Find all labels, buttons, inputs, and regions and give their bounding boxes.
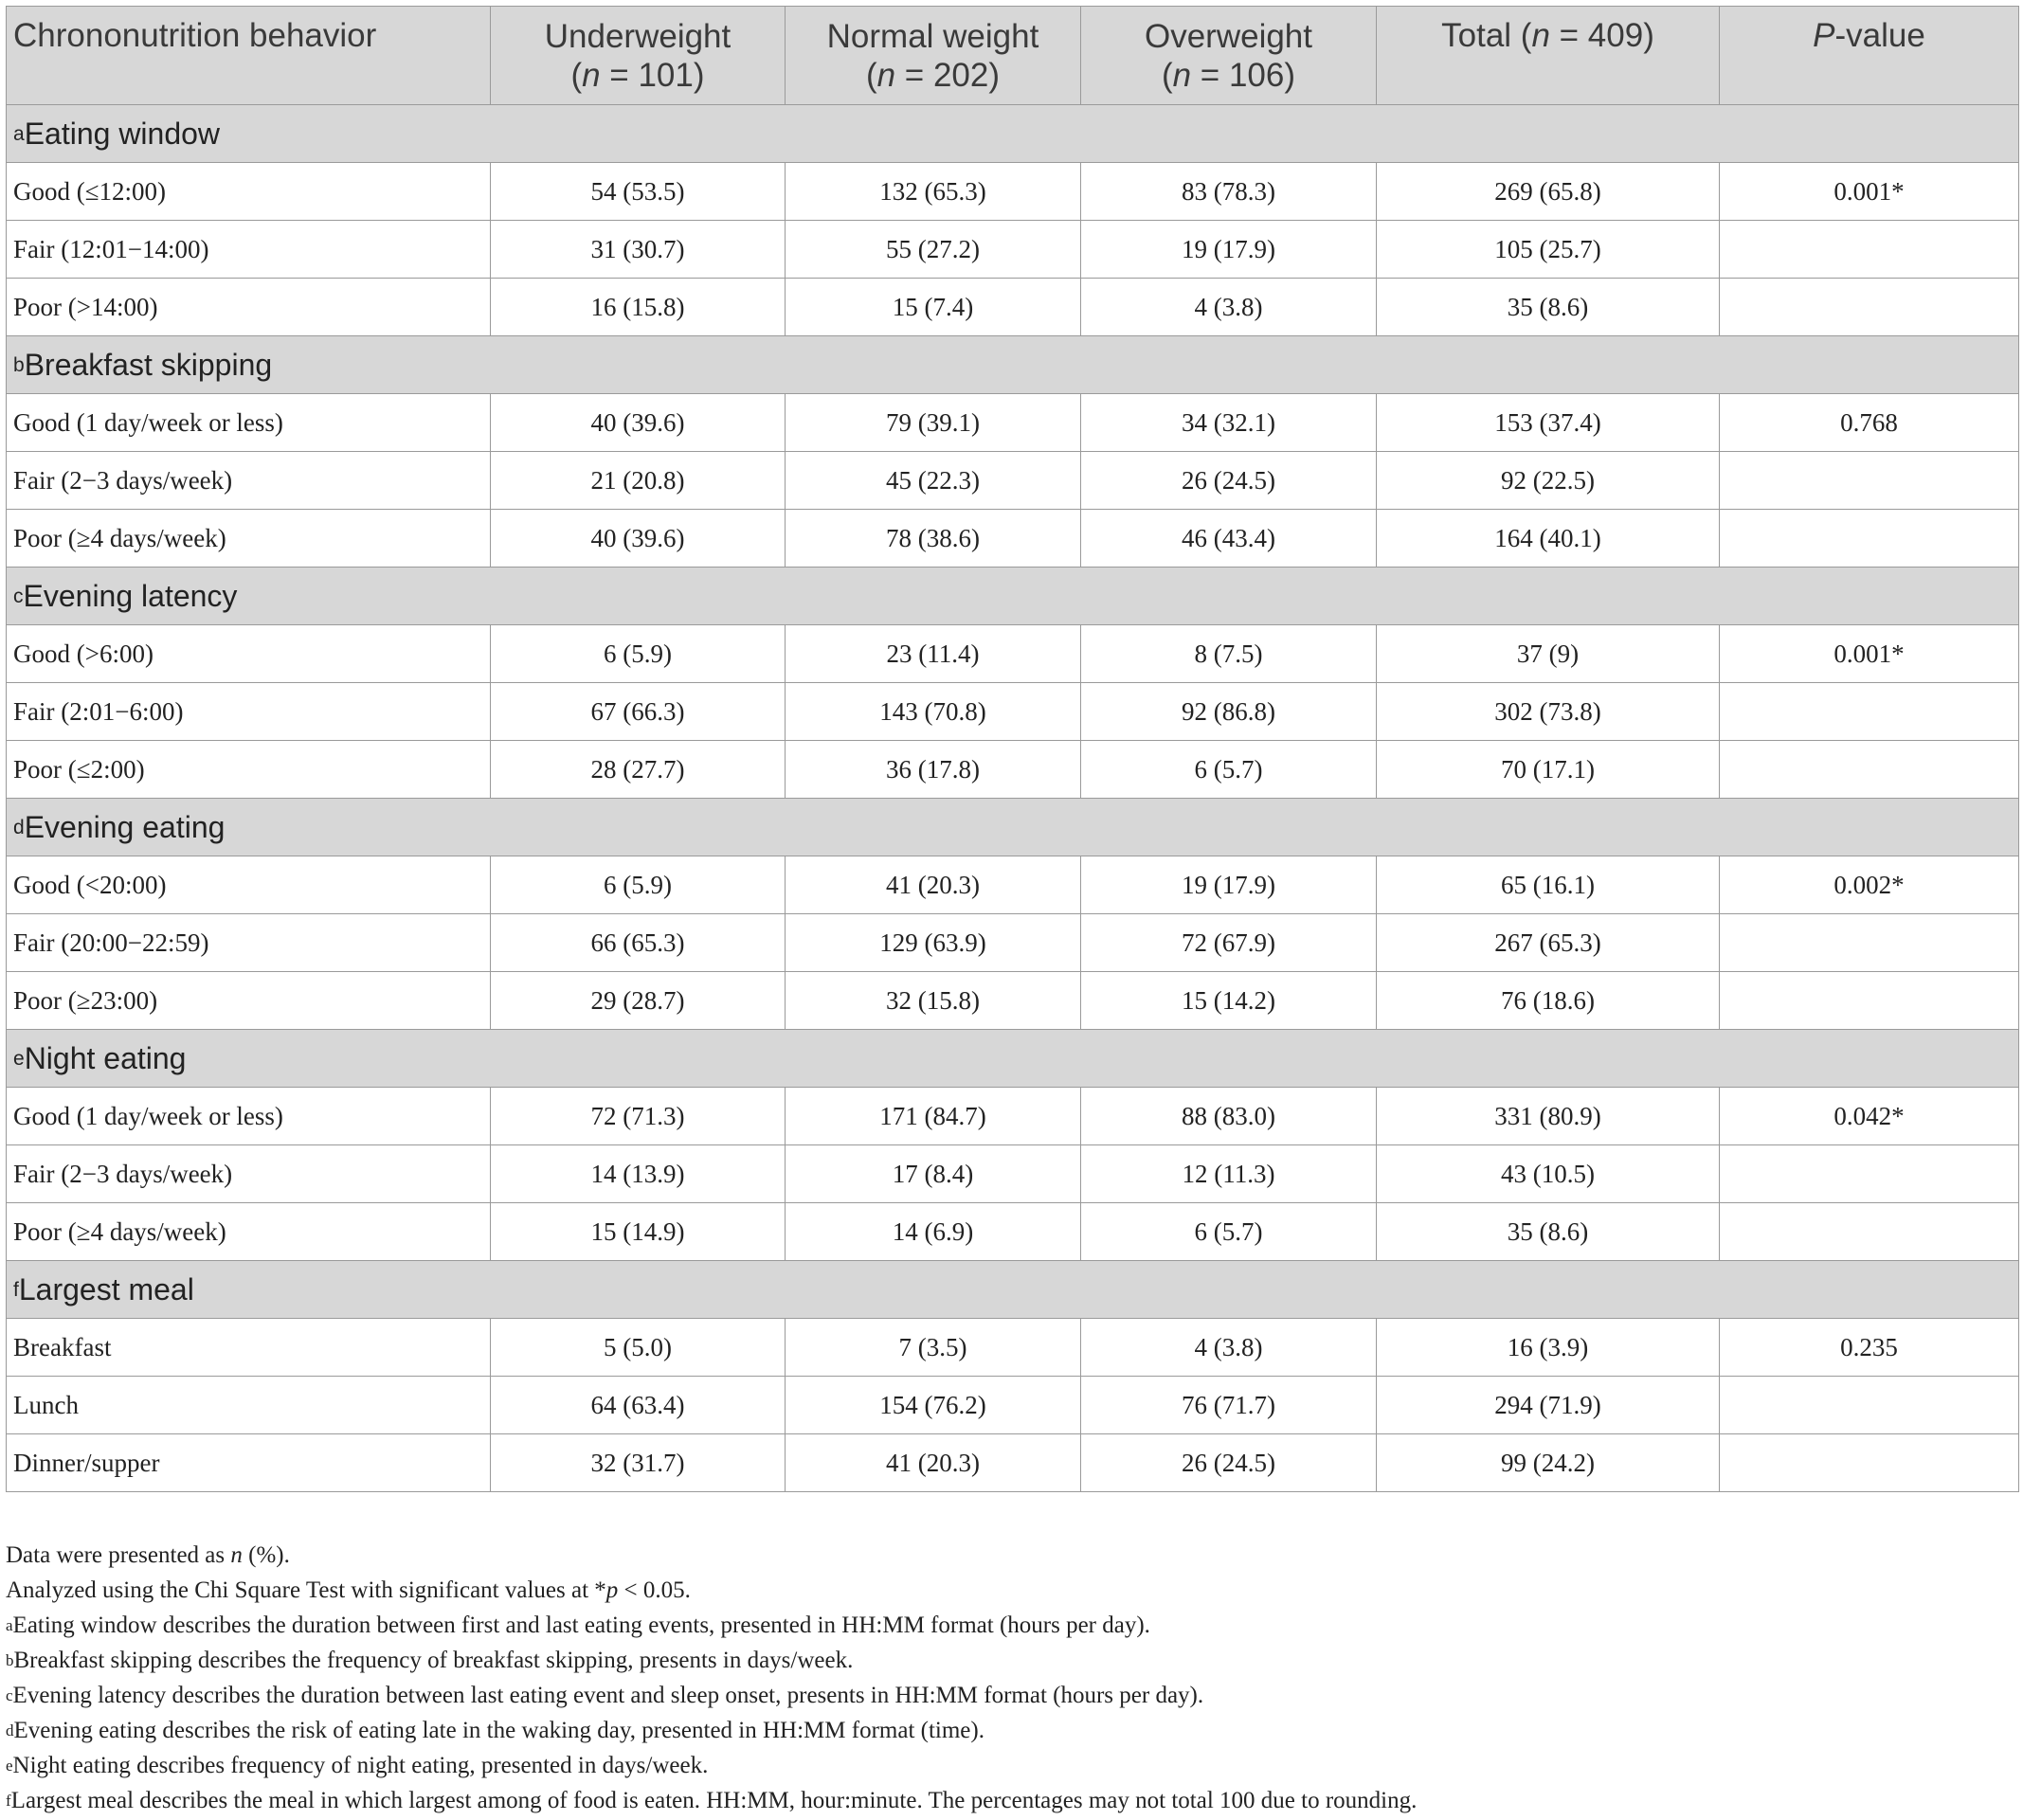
total-cell: 269 (65.8) <box>1377 163 1720 221</box>
row-label-cell: Poor (≤2:00) <box>7 741 491 799</box>
overweight-cell: 4 (3.8) <box>1081 1319 1377 1377</box>
section-footnote-marker: c <box>13 585 24 607</box>
underweight-cell: 21 (20.8) <box>491 452 786 510</box>
underweight-cell: 54 (53.5) <box>491 163 786 221</box>
underweight-cell: 72 (71.3) <box>491 1088 786 1145</box>
total-cell: 267 (65.3) <box>1377 914 1720 972</box>
note-data-presentation-prefix: Data were presented as <box>6 1542 231 1568</box>
normal-weight-cell: 154 (76.2) <box>786 1377 1081 1434</box>
section-title-text: Eating window <box>24 116 221 151</box>
underweight-cell: 5 (5.0) <box>491 1319 786 1377</box>
total-cell: 105 (25.7) <box>1377 221 1720 279</box>
overweight-cell: 6 (5.7) <box>1081 1203 1377 1261</box>
total-cell: 153 (37.4) <box>1377 394 1720 452</box>
table-row <box>7 279 2019 336</box>
table-notes <box>6 1538 2018 1818</box>
header-underweight-label: Underweight <box>544 17 732 55</box>
table-row <box>7 1377 2019 1434</box>
section-header-blank-cell <box>1081 799 1377 856</box>
section-title <box>7 1030 491 1088</box>
section-header-blank-cell <box>1720 568 2019 625</box>
normal-weight-cell: 55 (27.2) <box>786 221 1081 279</box>
header-overweight-n-symbol: n <box>1172 56 1192 94</box>
normal-weight-cell: 14 (6.9) <box>786 1203 1081 1261</box>
underweight-cell: 31 (30.7) <box>491 221 786 279</box>
overweight-cell: 12 (11.3) <box>1081 1145 1377 1203</box>
section-title <box>7 336 491 394</box>
section-header-blank-cell <box>786 799 1081 856</box>
section-title <box>7 568 491 625</box>
section-title-text: Night eating <box>24 1040 187 1075</box>
section-header-blank-cell <box>1377 105 1720 163</box>
p-value-cell: 0.235 <box>1720 1319 2019 1377</box>
normal-weight-cell: 7 (3.5) <box>786 1319 1081 1377</box>
overweight-cell: 72 (67.9) <box>1081 914 1377 972</box>
p-value-cell <box>1720 1377 2019 1434</box>
footnote-marker: a <box>6 1616 13 1634</box>
header-p-symbol: P <box>1813 17 1835 54</box>
overweight-cell: 19 (17.9) <box>1081 221 1377 279</box>
normal-weight-cell: 45 (22.3) <box>786 452 1081 510</box>
table-row <box>7 1203 2019 1261</box>
total-cell: 331 (80.9) <box>1377 1088 1720 1145</box>
note-p-symbol: p <box>605 1577 619 1603</box>
header-behavior: Chrononutrition behavior <box>7 7 491 105</box>
header-normal-weight-count: = 202) <box>895 56 1001 94</box>
table-row <box>7 741 2019 799</box>
underweight-cell: 29 (28.7) <box>491 972 786 1030</box>
footnote <box>6 1713 2018 1748</box>
p-value-cell <box>1720 1145 2019 1203</box>
section-header-blank-cell <box>786 1030 1081 1088</box>
total-cell: 92 (22.5) <box>1377 452 1720 510</box>
total-cell: 164 (40.1) <box>1377 510 1720 568</box>
footnote <box>6 1678 2018 1713</box>
overweight-cell: 76 (71.7) <box>1081 1377 1377 1434</box>
p-value-cell <box>1720 1203 2019 1261</box>
total-cell: 43 (10.5) <box>1377 1145 1720 1203</box>
table-body <box>7 105 2019 1492</box>
section-title-text: Breakfast skipping <box>24 347 273 382</box>
normal-weight-cell: 41 (20.3) <box>786 1434 1081 1492</box>
section-title <box>7 105 491 163</box>
header-total-count: = 409) <box>1549 17 1654 54</box>
footnote-marker: f <box>6 1792 11 1810</box>
table-row <box>7 163 2019 221</box>
section-header-row <box>7 568 2019 625</box>
section-header-blank-cell <box>491 336 786 394</box>
p-value-cell <box>1720 510 2019 568</box>
section-title <box>7 799 491 856</box>
underweight-cell: 15 (14.9) <box>491 1203 786 1261</box>
total-cell: 302 (73.8) <box>1377 683 1720 741</box>
table-container <box>6 6 2018 1492</box>
overweight-cell: 46 (43.4) <box>1081 510 1377 568</box>
note-statistics <box>6 1573 2018 1608</box>
section-footnote-marker: b <box>13 353 25 376</box>
total-cell: 294 (71.9) <box>1377 1377 1720 1434</box>
section-header-blank-cell <box>491 799 786 856</box>
table-row <box>7 510 2019 568</box>
row-label-cell: Good (1 day/week or less) <box>7 394 491 452</box>
underweight-cell: 14 (13.9) <box>491 1145 786 1203</box>
row-label-cell: Fair (20:00−22:59) <box>7 914 491 972</box>
normal-weight-cell: 36 (17.8) <box>786 741 1081 799</box>
total-cell: 99 (24.2) <box>1377 1434 1720 1492</box>
chrononutrition-table <box>6 6 2019 1492</box>
table-row <box>7 1088 2019 1145</box>
total-cell: 35 (8.6) <box>1377 279 1720 336</box>
p-value-cell <box>1720 972 2019 1030</box>
total-cell: 76 (18.6) <box>1377 972 1720 1030</box>
section-header-blank-cell <box>786 336 1081 394</box>
section-header-blank-cell <box>1720 799 2019 856</box>
row-label-cell: Poor (≥23:00) <box>7 972 491 1030</box>
p-value-cell <box>1720 221 2019 279</box>
underweight-cell: 28 (27.7) <box>491 741 786 799</box>
header-normal-weight-n-symbol: n <box>876 56 896 94</box>
footnote-text: Largest meal describes the meal in which largest among of food is eaten. HH:MM, hour:minute. The percentages may not total 100 due to rounding. <box>10 1788 1418 1813</box>
section-header-blank-cell <box>1377 568 1720 625</box>
row-label-cell: Good (1 day/week or less) <box>7 1088 491 1145</box>
section-header-row <box>7 1261 2019 1319</box>
p-value-cell <box>1720 741 2019 799</box>
section-header-blank-cell <box>1081 336 1377 394</box>
normal-weight-cell: 23 (11.4) <box>786 625 1081 683</box>
p-value-cell <box>1720 683 2019 741</box>
overweight-cell: 34 (32.1) <box>1081 394 1377 452</box>
table-header <box>7 7 2019 105</box>
p-value-cell <box>1720 1434 2019 1492</box>
normal-weight-cell: 129 (63.9) <box>786 914 1081 972</box>
section-header-blank-cell <box>491 568 786 625</box>
row-label-cell: Breakfast <box>7 1319 491 1377</box>
footnote <box>6 1608 2018 1643</box>
header-p-value <box>1720 7 2019 105</box>
row-label-cell: Fair (12:01−14:00) <box>7 221 491 279</box>
section-title-text: Largest meal <box>18 1271 194 1306</box>
footnote-text: Breakfast skipping describes the frequency of breakfast skipping, presents in days/week. <box>13 1648 854 1673</box>
table-row <box>7 914 2019 972</box>
overweight-cell: 19 (17.9) <box>1081 856 1377 914</box>
table-row <box>7 683 2019 741</box>
section-header-blank-cell <box>1720 105 2019 163</box>
normal-weight-cell: 41 (20.3) <box>786 856 1081 914</box>
row-label-cell: Dinner/supper <box>7 1434 491 1492</box>
header-normal-weight-label: Normal weight <box>826 17 1039 55</box>
table-row <box>7 625 2019 683</box>
overweight-cell: 6 (5.7) <box>1081 741 1377 799</box>
header-overweight-count: = 106) <box>1191 56 1296 94</box>
underweight-cell: 6 (5.9) <box>491 625 786 683</box>
row-label-cell: Fair (2−3 days/week) <box>7 1145 491 1203</box>
section-title-text: Evening latency <box>23 578 238 613</box>
section-header-blank-cell <box>1377 1030 1720 1088</box>
header-underweight-count: = 101) <box>600 56 705 94</box>
underweight-cell: 6 (5.9) <box>491 856 786 914</box>
p-value-cell: 0.042* <box>1720 1088 2019 1145</box>
section-header-blank-cell <box>1377 1261 1720 1319</box>
normal-weight-cell: 171 (84.7) <box>786 1088 1081 1145</box>
normal-weight-cell: 15 (7.4) <box>786 279 1081 336</box>
footnote <box>6 1643 2018 1678</box>
section-header-blank-cell <box>1377 336 1720 394</box>
normal-weight-cell: 17 (8.4) <box>786 1145 1081 1203</box>
header-total-prefix: Total ( <box>1441 17 1532 54</box>
normal-weight-cell: 143 (70.8) <box>786 683 1081 741</box>
section-header-blank-cell <box>1720 1030 2019 1088</box>
section-header-row <box>7 105 2019 163</box>
note-data-presentation <box>6 1538 2018 1573</box>
footnote-marker: e <box>6 1757 13 1775</box>
overweight-cell: 15 (14.2) <box>1081 972 1377 1030</box>
total-cell: 35 (8.6) <box>1377 1203 1720 1261</box>
section-header-blank-cell <box>491 1030 786 1088</box>
table-row <box>7 1434 2019 1492</box>
header-p-suffix: -value <box>1834 17 1925 54</box>
note-statistics-prefix: Analyzed using the Chi Square Test with significant values at * <box>6 1577 606 1603</box>
total-cell: 70 (17.1) <box>1377 741 1720 799</box>
table-row <box>7 394 2019 452</box>
section-header-blank-cell <box>786 1261 1081 1319</box>
normal-weight-cell: 79 (39.1) <box>786 394 1081 452</box>
row-label-cell: Good (≤12:00) <box>7 163 491 221</box>
p-value-cell <box>1720 452 2019 510</box>
table-row <box>7 221 2019 279</box>
section-title-text: Evening eating <box>24 809 226 844</box>
header-total-n-symbol: n <box>1531 17 1550 54</box>
footnote-text: Evening eating describes the risk of eating late in the waking day, presented in HH:MM format (time). <box>13 1718 984 1743</box>
header-normal-weight: Normal weight (n = 202) <box>786 7 1081 105</box>
overweight-cell: 26 (24.5) <box>1081 452 1377 510</box>
table-row <box>7 972 2019 1030</box>
section-footnote-marker: f <box>13 1278 19 1301</box>
normal-weight-cell: 132 (65.3) <box>786 163 1081 221</box>
p-value-cell: 0.001* <box>1720 163 2019 221</box>
section-header-blank-cell <box>1081 1261 1377 1319</box>
footnote-marker: b <box>6 1651 14 1669</box>
table-row <box>7 1319 2019 1377</box>
section-header-blank-cell <box>491 105 786 163</box>
p-value-cell: 0.001* <box>1720 625 2019 683</box>
section-footnote-marker: e <box>13 1047 25 1070</box>
row-label-cell: Fair (2−3 days/week) <box>7 452 491 510</box>
total-cell: 16 (3.9) <box>1377 1319 1720 1377</box>
header-overweight: Overweight (n = 106) <box>1081 7 1377 105</box>
normal-weight-cell: 78 (38.6) <box>786 510 1081 568</box>
underweight-cell: 64 (63.4) <box>491 1377 786 1434</box>
underweight-cell: 40 (39.6) <box>491 510 786 568</box>
section-title <box>7 1261 491 1319</box>
section-header-blank-cell <box>1720 1261 2019 1319</box>
footnote <box>6 1783 2018 1818</box>
overweight-cell: 8 (7.5) <box>1081 625 1377 683</box>
underweight-cell: 67 (66.3) <box>491 683 786 741</box>
overweight-cell: 88 (83.0) <box>1081 1088 1377 1145</box>
table-row <box>7 452 2019 510</box>
section-footnote-marker: d <box>13 816 25 838</box>
underweight-cell: 16 (15.8) <box>491 279 786 336</box>
footnote-marker: d <box>6 1721 14 1739</box>
table-row <box>7 856 2019 914</box>
row-label-cell: Good (<20:00) <box>7 856 491 914</box>
footnote-text: Evening latency describes the duration between last eating event and sleep onset, presents in HH:MM format (hours per day). <box>12 1683 1204 1708</box>
header-underweight: Underweight (n = 101) <box>491 7 786 105</box>
section-header-row <box>7 336 2019 394</box>
table-row <box>7 1145 2019 1203</box>
header-underweight-n-symbol: n <box>582 56 601 94</box>
row-label-cell: Good (>6:00) <box>7 625 491 683</box>
overweight-cell: 4 (3.8) <box>1081 279 1377 336</box>
note-n-symbol: n <box>230 1542 243 1568</box>
overweight-cell: 26 (24.5) <box>1081 1434 1377 1492</box>
note-statistics-suffix: < 0.05. <box>618 1577 691 1603</box>
underweight-cell: 66 (65.3) <box>491 914 786 972</box>
note-data-presentation-suffix: (%). <box>242 1542 290 1568</box>
overweight-cell: 92 (86.8) <box>1081 683 1377 741</box>
header-overweight-label: Overweight <box>1144 17 1313 55</box>
p-value-cell: 0.768 <box>1720 394 2019 452</box>
footnote <box>6 1748 2018 1783</box>
underweight-cell: 32 (31.7) <box>491 1434 786 1492</box>
p-value-cell <box>1720 914 2019 972</box>
footnote-text: Night eating describes frequency of night eating, presented in days/week. <box>12 1753 709 1778</box>
footnote-list <box>6 1608 2018 1818</box>
overweight-cell: 83 (78.3) <box>1081 163 1377 221</box>
row-label-cell: Lunch <box>7 1377 491 1434</box>
section-header-blank-cell <box>786 105 1081 163</box>
section-header-blank-cell <box>1081 568 1377 625</box>
p-value-cell: 0.002* <box>1720 856 2019 914</box>
section-header-row <box>7 1030 2019 1088</box>
footnote-text: Eating window describes the duration between first and last eating events, presented in HH:MM format (hours per day). <box>12 1613 1150 1638</box>
p-value-cell <box>1720 279 2019 336</box>
section-header-blank-cell <box>1081 1030 1377 1088</box>
header-total <box>1377 7 1720 105</box>
section-header-row <box>7 799 2019 856</box>
section-header-blank-cell <box>786 568 1081 625</box>
normal-weight-cell: 32 (15.8) <box>786 972 1081 1030</box>
row-label-cell: Poor (≥4 days/week) <box>7 1203 491 1261</box>
section-header-blank-cell <box>1720 336 2019 394</box>
row-label-cell: Poor (≥4 days/week) <box>7 510 491 568</box>
total-cell: 65 (16.1) <box>1377 856 1720 914</box>
row-label-cell: Fair (2:01−6:00) <box>7 683 491 741</box>
section-header-blank-cell <box>1377 799 1720 856</box>
total-cell: 37 (9) <box>1377 625 1720 683</box>
row-label-cell: Poor (>14:00) <box>7 279 491 336</box>
footnote-marker: c <box>6 1686 13 1704</box>
section-footnote-marker: a <box>13 122 25 145</box>
underweight-cell: 40 (39.6) <box>491 394 786 452</box>
section-header-blank-cell <box>1081 105 1377 163</box>
section-header-blank-cell <box>491 1261 786 1319</box>
